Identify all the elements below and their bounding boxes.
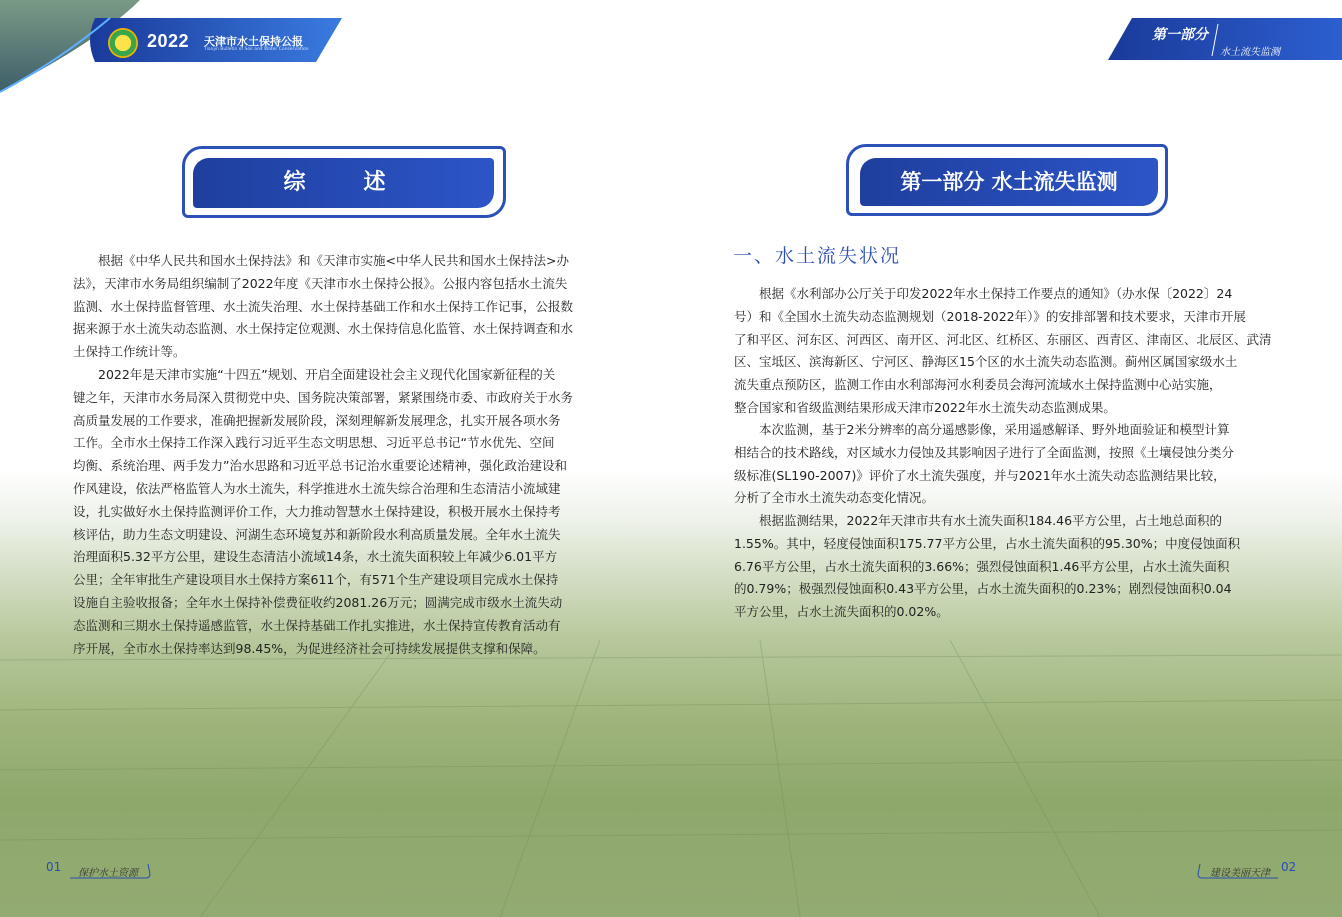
header-left-banner [0,0,345,95]
text-line: 了和平区、河东区、河西区、南开区、河北区、红桥区、东丽区、西青区、津南区、北辰区、武清 [734,331,1272,347]
footer-right: 建设美丽天津 [1210,868,1270,879]
part-title: 第一部分 水土流失监测 [900,170,1118,194]
footer-left: 保护水土资源 [78,868,138,879]
text-line: 级标准(SL190-2007)》评价了水土流失强度，并与2021年水土流失动态监测结果比较， [734,467,1226,483]
text-line: 治理面积5.32平方公里，建设生态清洁小流域14条，水土流失面积较上年减少6.01平方 [73,549,558,565]
text-line: 根据监测结果，2022年天津市共有水土流失面积184.46平方公里，占土地总面积的 [759,513,1223,528]
footer-right-bracket [1196,862,1281,882]
text-line: 作风建设，依法严格监管人为水土流失，科学推进水土流失综合治理和生态清洁小流域建 [73,480,561,496]
text-line: 2022年是天津市实施“十四五”规划、开启全面建设社会主义现代化国家新征程的关 [98,367,556,382]
text-line: 整合国家和省级监测结果形成天津市2022年水土流失动态监测成果。 [734,399,1116,415]
text-line: 序开展，全市水土保持率达到98.45%，为促进经济社会可持续发展提供支撑和保障。 [73,640,546,656]
summary-title: 综 述 [283,170,404,195]
text-line: 根据《水利部办公厅关于印发2022年水土保持工作要点的通知》（办水保〔2022〕24 [759,286,1233,301]
text-line: 设施自主验收报备；全年水土保持补偿费征收约2081.26万元；圆满完成市级水土流失动 [73,594,563,610]
footer-left-bracket [70,862,155,882]
summary-paragraph-2 [73,364,573,660]
header-part-subtitle: 水土流失监测 [1220,47,1280,58]
text-line: 工作。全市水土保持工作深入践行习近平生态文明思想、习近平总书记“节水优先、空间 [73,435,555,451]
header-title-cn: 天津市水土保持公报 [204,35,303,48]
text-line: 本次监测，基于2米分辨率的高分遥感影像，采用遥感解译、野外地面验证和模型计算 [759,422,1230,437]
text-line: 1.55%。其中，轻度侵蚀面积175.77平方公里，占水土流失面积的95.30%；中度侵蚀面积 [734,535,1241,551]
text-line: 键之年，天津市水务局深入贯彻党中央、国务院决策部署，紧紧围绕市委、市政府关于水务 [73,389,574,405]
text-line: 6.76平方公里，占水土流失面积的3.66%；强烈侵蚀面积1.46平方公里，占水土流失面积 [734,558,1230,574]
text-line: 高质量发展的工作要求，准确把握新发展阶段，深刻理解新发展理念，扎实开展各项水务 [73,412,561,428]
monitoring-paragraph-3 [734,510,1240,624]
text-line: 号）和《全国水土流失动态监测规划（2018-2022年）》的安排部署和技术要求，天津市开展 [734,308,1246,324]
page-number-right: 02 [1281,860,1297,874]
text-line: 监测、水土保持监督管理、水土流失治理、水土保持基础工作和水土保持工作记事，公报数 [73,298,574,314]
monitoring-paragraph-2 [734,419,1234,510]
summary-paragraph-1 [73,250,573,364]
text-line: 分析了全市水土流失动态变化情况。 [734,490,935,506]
text-line: 相结合的技术路线，对区域水力侵蚀及其影响因子进行了全面监测，按照《土壤侵蚀分类分 [734,444,1235,460]
header-title-en: Tianjin Bulletin of Soil and Water Conservation [204,47,309,52]
text-line: 流失重点预防区，监测工作由水利部海河水利委员会海河流域水土保持监测中心站实施， [734,377,1222,393]
text-line: 设，扎实做好水土保持监测评价工作，大力推动智慧水土保持建设，积极开展水土保持考 [73,503,561,519]
text-line: 公里；全年审批生产建设项目水土保持方案611个，有571个生产建设项目完成水土保持 [73,572,559,588]
header-year: 2022 [147,31,190,51]
text-line: 均衡、系统治理、两手发力”治水思路和习近平总书记治水重要论述精神，强化政治建设和 [73,458,567,474]
text-line: 根据《中华人民共和国水土保持法》和《天津市实施<中华人民共和国水土保持法>办 [98,253,569,268]
monitoring-paragraph-1 [734,283,1272,420]
logo-icon [108,28,138,58]
text-line: 平方公里，占水土流失面积的0.02%。 [734,604,949,620]
page-number-left: 01 [46,860,62,874]
text-line: 区、宝坻区、滨海新区、宁河区、静海区15个区的水土流失动态监测。蓟州区属国家级水土 [734,354,1238,370]
text-line: 据来源于水土流失动态监测、水土保持定位观测、水土保持信息化监管、水土保持调查和水 [73,321,574,337]
text-line: 法》，天津市水务局组织编制了2022年度《天津市水土保持公报》。公报内容包括水土流失 [73,275,568,291]
text-line: 态监测和三期水土保持遥感监管，水土保持基础工作扎实推进，水土保持宣传教育活动有 [73,617,561,633]
text-line: 的0.79%；极强烈侵蚀面积0.43平方公里，占水土流失面积的0.23%；剧烈侵蚀面积0.04 [734,581,1232,597]
section-heading: 一、水土流失状况 [733,245,902,267]
header-part-label: 第一部分 [1152,27,1208,43]
text-line: 土保持工作统计等。 [73,344,186,360]
text-line: 核评估，助力生态文明建设、河湖生态环境复苏和新阶段水利高质量发展。全年水土流失 [73,526,561,542]
